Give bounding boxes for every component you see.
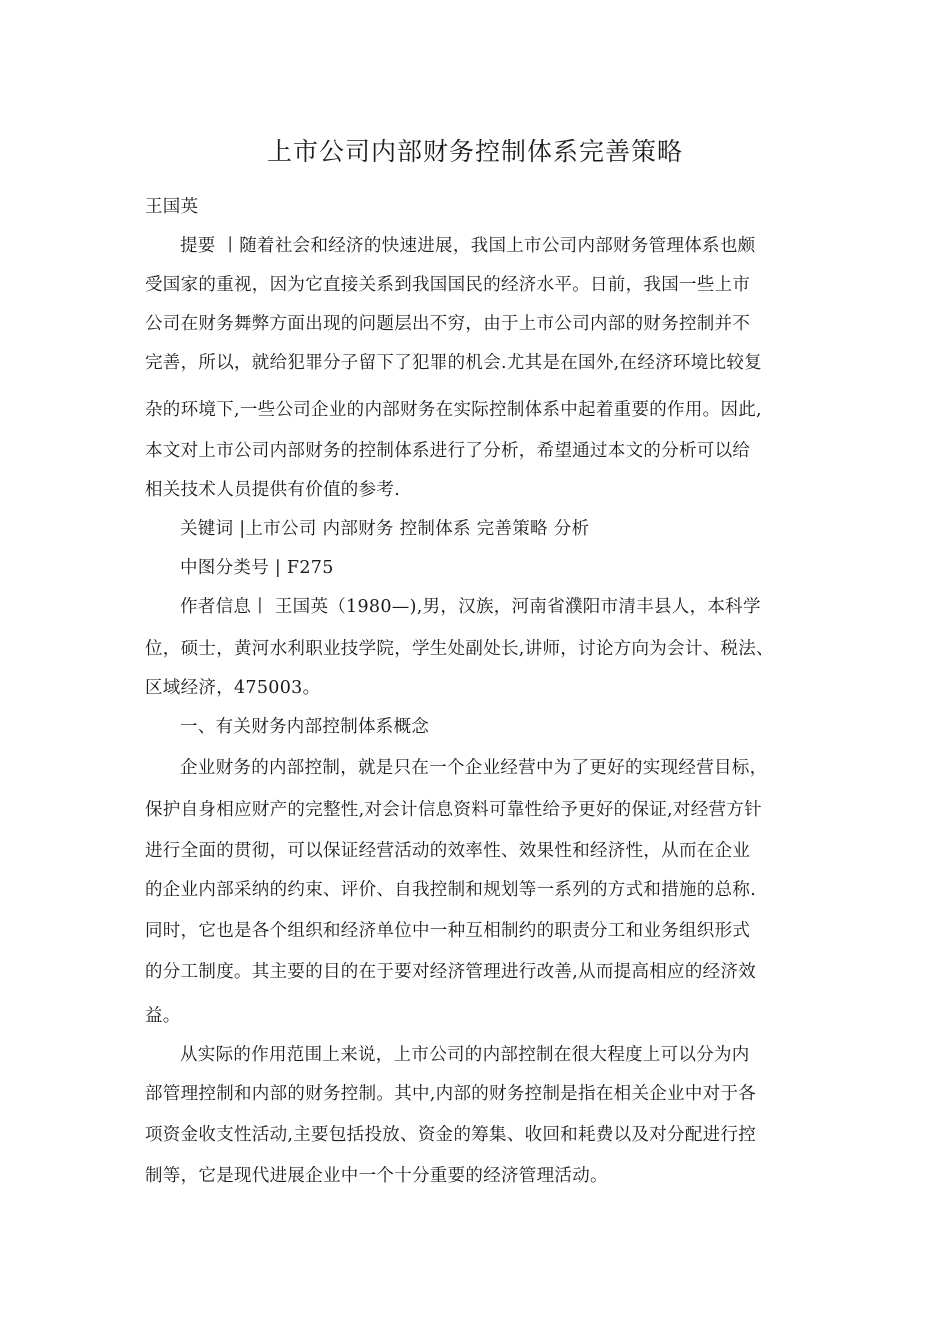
paragraph-line: 项资金收支性活动,主要包括投放、资金的筹集、收回和耗费以及对分配进行控 (145, 1125, 757, 1145)
keywords-line: 关键词 |上市公司 内部财务 控制体系 完善策略 分析 (180, 519, 590, 539)
abstract-line: 提要 丨随着社会和经济的快速进展，我国上市公司内部财务管理体系也颇 (180, 236, 756, 256)
paragraph-line: 从实际的作用范围上来说，上市公司的内部控制在很大程度上可以分为内 (180, 1045, 750, 1065)
paragraph-line: 企业财务的内部控制，就是只在一个企业经营中为了更好的实现经营目标， (180, 758, 768, 778)
abstract-line: 本文对上市公司内部财务的控制体系进行了分析，希望通过本文的分析可以给 (145, 441, 751, 461)
paragraph-line: 同时，它也是各个组织和经济单位中一种互相制约的职责分工和业务组织形式 (145, 921, 751, 941)
abstract-line: 相关技术人员提供有价值的参考. (145, 480, 401, 500)
paragraph-line: 部管理控制和内部的财务控制。其中,内部的财务控制是指在相关企业中对于各 (145, 1084, 757, 1104)
abstract-line: 受国家的重视，因为它直接关系到我国国民的经济水平。日前，我国一些上市 (145, 275, 751, 295)
abstract-line: 公司在财务舞弊方面出现的问题层出不穷，由于上市公司内部的财务控制并不 (145, 314, 751, 334)
paragraph-line: 益。 (145, 1006, 181, 1026)
paragraph-line: 制等，它是现代进展企业中一个十分重要的经济管理活动。 (145, 1166, 608, 1186)
section-heading: 一、有关财务内部控制体系概念 (180, 717, 430, 737)
author-info-line: 位，硕士，黄河水利职业技学院，学生处副处长,讲师，讨论方向为会计、税法、 (145, 639, 774, 659)
abstract-line: 完善，所以，就给犯罪分子留下了犯罪的机会.尤其是在国外,在经济环境比较复 (145, 353, 762, 373)
classification-line: 中图分类号 | F275 (180, 558, 334, 578)
paragraph-line: 的分工制度。其主要的目的在于要对经济管理进行改善,从而提高相应的经济效 (145, 962, 757, 982)
paragraph-line: 的企业内部采纳的约束、评价、自我控制和规划等一系列的方式和措施的总称. (145, 880, 757, 900)
paragraph-line: 进行全面的贯彻，可以保证经营活动的效率性、效果性和经济性，从而在企业 (145, 841, 751, 861)
author-name: 王国英 (145, 197, 199, 217)
author-info-line: 作者信息丨 王国英（1980—),男，汉族，河南省濮阳市清丰县人，本科学 (180, 597, 761, 617)
document-title: 上市公司内部财务控制体系完善策略 (266, 137, 683, 166)
paragraph-line: 保护自身相应财产的完整性,对会计信息资料可靠性给予更好的保证,对经营方针 (145, 800, 762, 820)
abstract-line: 杂的环境下,一些公司企业的内部财务在实际控制体系中起着重要的作用。因此, (145, 400, 762, 420)
author-info-line: 区域经济，475003。 (145, 678, 321, 698)
